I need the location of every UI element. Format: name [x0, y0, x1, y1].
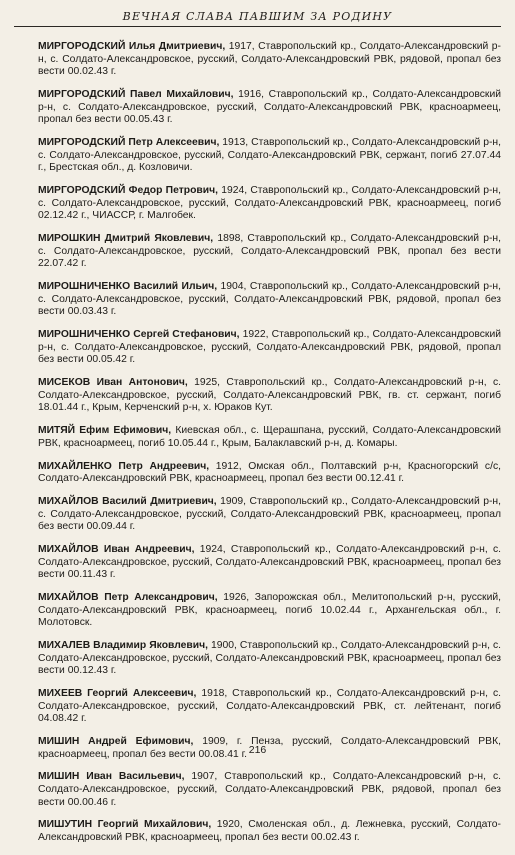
list-item: [38, 496, 501, 534]
person-name: МИРГОРОДСКИЙ Федор Петрович,: [38, 185, 218, 197]
header-title: ВЕЧНАЯ СЛАВА ПАВШИМ ЗА РОДИНУ: [122, 10, 393, 23]
list-item: [38, 688, 501, 726]
list-item: [38, 771, 501, 809]
person-name: МИСЕКОВ Иван Антонович,: [38, 377, 188, 389]
entry-list: [38, 31, 501, 855]
person-name: МИРОШНИЧЕНКО Сергей Стефанович,: [38, 329, 240, 341]
person-name: МИХАЙЛЕНКО Петр Андреевич,: [38, 460, 210, 472]
person-details: Киевская обл., с. Щерашпана, русский, Солдато-Александровский РВК, красноармеец, погиб 10.05.44 г., Крым, Балаклавский р-н, д. Комары.: [38, 425, 501, 449]
person-name: МИРГОРОДСКИЙ Петр Алексеевич,: [38, 137, 220, 149]
person-name: МИРОШНИЧЕНКО Василий Ильич,: [38, 281, 218, 293]
person-details: 1904, Ставропольский кр., Солдато-Александровский р-н, с. Солдато-Александровское, русский, Солдато-Александровский РВК, рядовой, пропал без вести 00.03.43 г.: [38, 281, 501, 318]
page-number: 216: [248, 744, 267, 756]
person-details: 1907, Ставропольский кр., Солдато-Александровский р-н, с. Солдато-Александровское, русский, Солдато-Александровский РВК, рядовой, пропал без вести 00.00.46 г.: [38, 771, 501, 808]
person-name: МИХЕЕВ Георгий Алексеевич,: [38, 688, 197, 700]
list-item: [38, 89, 501, 127]
person-details: 1917, Ставропольский кр., Солдато-Александровский р-н, с. Солдато-Александровское, русский, Солдато-Александровский РВК, рядовой, пропал без вести 00.02.43 г.: [38, 41, 501, 78]
person-details: 1926, Запорожская обл., Мелитопольский р-н, русский, Солдато-Александровский РВК, красноармеец, погиб 10.02.44 г., Архангельская обл., г. Молотовск.: [38, 592, 501, 629]
person-details: 1900, Ставропольский кр., Солдато-Александровский р-н, с. Солдато-Александровское, русский, Солдато-Александровский РВК, красноармеец, пропал без вести 00.12.43 г.: [38, 640, 501, 677]
person-details: 1909, Ставропольский кр., Солдато-Александровский р-н, с. Солдато-Александровское, русский, Солдато-Александровский РВК, красноармеец, пропал без вести 00.09.44 г.: [38, 496, 501, 533]
person-name: МИШИН Андрей Ефимович,: [38, 736, 194, 748]
person-name: МИРГОРОДСКИЙ Павел Михайлович,: [38, 89, 234, 101]
person-name: МИРГОРОДСКИЙ Илья Дмитриевич,: [38, 41, 226, 53]
person-details: 1918, Ставропольский кр., Солдато-Александровский р-н, с. Солдато-Александровское, русский, Солдато-Александровский РВК, ст. лейтенант, погиб 04.08.42 г.: [38, 688, 501, 725]
person-details: 1924, Ставропольский кр., Солдато-Александровский р-н, с. Солдато-Александровское, русский, Солдато-Александровский РВК, красноармеец, пропал без вести 00.11.43 г.: [38, 544, 501, 581]
list-item: [38, 592, 501, 630]
person-name: МИТЯЙ Ефим Ефимович,: [38, 425, 172, 437]
person-name: МИШУТИН Георгий Михайлович,: [38, 819, 212, 831]
list-item: [38, 819, 501, 844]
person-details: 1916, Ставропольский кр., Солдато-Александровский р-н, с. Солдато-Александровское, русский, Солдато-Александровский РВК, красноармеец, пропал без вести 00.05.43 г.: [38, 89, 501, 126]
list-item: [38, 425, 501, 450]
list-item: [38, 461, 501, 486]
list-item: [38, 185, 501, 223]
list-item: [38, 640, 501, 678]
list-item: [38, 377, 501, 415]
person-name: МИХАЙЛОВ Иван Андреевич,: [38, 544, 195, 556]
person-details: 1922, Ставропольский кр., Солдато-Александровский р-н, с. Солдато-Александровское, русский, Солдато-Александровский РВК, рядовой, пропал без вести 00.05.42 г.: [38, 329, 501, 366]
person-details: 1912, Омская обл., Полтавский р-н, Красногорский с/с, Солдато-Александровский РВК, красноармеец, пропал без вести 00.12.41 г.: [38, 460, 501, 485]
list-item: [38, 233, 501, 271]
list-item: [38, 329, 501, 367]
list-item: [38, 137, 501, 175]
person-name: МИХАЛЕВ Владимир Яковлевич,: [38, 640, 209, 652]
person-details: 1920, Смоленская обл., д. Лежневка, русский, Солдато-Александровский РВК, красноармеец, пропал без вести 00.02.43 г.: [38, 819, 501, 843]
person-name: МИХАЙЛОВ Петр Александрович,: [38, 592, 218, 604]
running-header: [14, 0, 501, 27]
list-item: [38, 544, 501, 582]
person-name: МИРОШКИН Дмитрий Яковлевич,: [38, 233, 214, 245]
person-details: 1898, Ставропольский кр., Солдато-Александровский р-н, с. Солдато-Александровское, русский, Солдато-Александровский РВК, пропал без вести 22.07.42 г.: [38, 233, 501, 270]
person-details: 1924, Ставропольский кр., Солдато-Александровский р-н, с. Солдато-Александровское, русский, Солдато-Александровский РВК, красноармеец, погиб 02.12.42 г., ЧИАССР, г. Малгобек.: [38, 185, 501, 222]
person-name: МИХАЙЛОВ Василий Дмитриевич,: [38, 496, 217, 508]
person-details: 1925, Ставропольский кр., Солдато-Александровский р-н, с. Солдато-Александровское, русский, Солдато-Александровский РВК, гв. ст. сержант, погиб 18.01.44 г., Крым, Керченский р-н, х. Юраков Кут.: [38, 377, 501, 414]
person-details: 1909, г. Пенза, русский, Солдато-Александровский РВК, красноармеец, пропал без вести 00.08.41 г.: [38, 736, 501, 760]
list-item: [38, 281, 501, 319]
list-item: [38, 41, 501, 79]
person-details: 1913, Ставропольский кр., Солдато-Александровский р-н, с. Солдато-Александровское, русский, Солдато-Александровский РВК, сержант, погиб 27.07.44 г., Брестская обл., д. Козловичи.: [38, 137, 502, 174]
person-name: МИШИН Иван Васильевич,: [38, 771, 185, 783]
